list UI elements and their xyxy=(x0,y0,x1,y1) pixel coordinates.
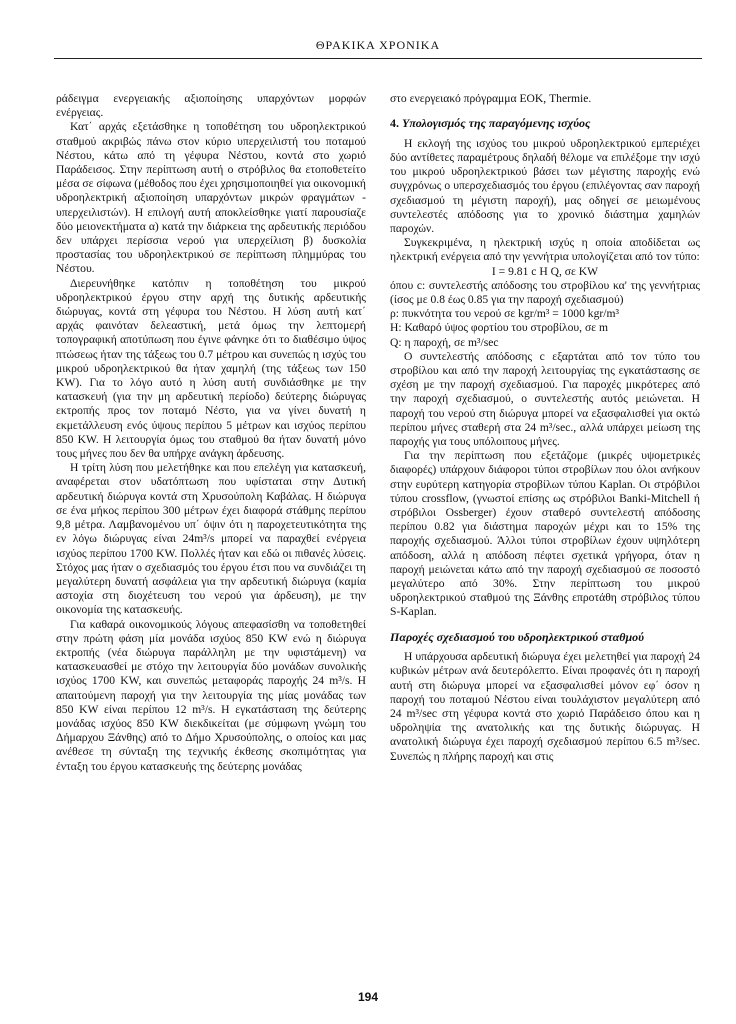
section-title: Υπολογισμός της παραγόμενης ισχύος xyxy=(402,116,591,131)
paragraph: Για την περίπτωση που εξετάζομε (μικρές υψομετρικές διαφορές) υπάρχουν διάφοροι τύποι στροβίλων που όλοι ανήκουν στην ευρύτερη κατηγορία στροβίλων τύπου Kaplan. Οι στρόβιλοι τύπου crossflow, (γνωστοί επίσης ως στρόβιλοι Banki-Mitchell ή στρόβιλοι Ossberger) έχουν σταθερό συντελεστή απόδοσης περίπου 0.82 για διάστημα παροχών μέχρι και το 15% της παροχής σχεδιασμού. Άλλοι τύποι στροβίλων έχουν υψηλότερη απόδοση, αλλά η απόδοση πέφτει σχετικά γρήγορα, όταν η παροχή μειώνεται κάτω από την παροχή σχεδιασμού σε ποσοστό μεγαλύτερο από 30%. Στην περίπτωση του μικρού υδροηλεκτρικού σταθμού της Ξάνθης επροτάθη στρόβιλος τύπου S-Kaplan. xyxy=(390,449,700,619)
right-column xyxy=(390,92,700,764)
definition: Q: η παροχή, σε m³/sec xyxy=(390,335,499,349)
definition: όπου c: συντελεστής απόδοσης του στροβίλου κα' της γεννήτριας (ίσος με 0.8 έως 0.85 για την παροχή σχεδιασμού) xyxy=(390,278,700,306)
section-heading xyxy=(390,116,700,131)
page-number: 194 xyxy=(357,990,379,1004)
subsection-heading: Παροχές σχεδιασμού του υδροηλεκτρικού σταθμού xyxy=(390,629,645,644)
formula: I = 9.81 c H Q, σε KW xyxy=(491,264,599,278)
paragraph: Η τρίτη λύση που μελετήθηκε και που επελέγη για κατασκευή, αναφέρεται στον υδατόπτωση που υφίσταται στην Δυτική αρδευτική διώρυγα κοντά στη Χρυσούπολη Καβάλας. Η διώρυγα σε ένα μήκος περίπου 300 μέτρων έχει διαφορά στάθμης περίπου 9,8 μέτρα. Λαμβανομένου υπ΄ όψιν ότι η παροχετευτικότητα της εν λόγω διώρυγας είναι 24m³/s μπορεί να παραχθεί ενέργεια ισχύος περίπου 1700 KW. Πολλές ήταν και εδώ οι πιθανές λύσεις. Στόχος μας ήταν ο σχεδιασμός του έργου έτσι που να συνδιάζει τη μεγαλύτερη δυνατή ασφάλεια για την αρδευτική διώρυγα (καμία αστοχία στη διοχέτευση του νερού για άρδευση), με την οικονομία της κατασκευής. xyxy=(56,461,366,617)
paragraph: Ο συντελεστής απόδοσης c εξαρτάται από τον τύπο του στροβίλου και από την παροχή λειτουργίας της εγκατάστασης σε σχέση με την παροχή σχεδιασμού. Για παροχές μικρότερες από την παροχή σχεδιασμού, ο συντελεστής αυτός μειώνεται. Η παροχή του νερού στη διώρυγα μπορεί να εξασφαλισθεί για οκτώ περίπου μήνες σταθερή στα 24 m³/sec., αλλά υπάρχει μείωση της παροχής για τους υπόλοιπους μήνες. xyxy=(390,349,700,448)
running-header: ΘΡΑΚΙΚΑ ΧΡΟΝΙΚΑ xyxy=(315,38,441,52)
paragraph: Συγκεκριμένα, η ηλεκτρική ισχύς η οποία αποδίδεται ως ηλεκτρική ενέργεια από την γεννήτρια υπολογίζεται από τον τύπο: xyxy=(390,236,700,264)
paragraph: Για καθαρά οικονομικούς λόγους απεφασίσθη να τοποθετηθεί στην πρώτη φάση μία μονάδα ισχύος 850 KW ενώ η διώρυγα εκτροπής (νέα διώρυγα παράλληλη με την υφιστάμενη) να κατασκευασθεί με στόχο την λειτουργία δύο μονάδων συνολικής ισχύος 1700 KW, και συνεπώς μεταφοράς παροχής 24 m³/s. Η απαιτούμενη παροχή για την λειτουργία της μίας μονάδας των 850 KW είναι περίπου 12 m³/s. Η εγκατάσταση της δεύτερης μονάδας ισχύος 850 KW διεκδικείται (με σύμφωνη γνώμη του Δήμαρχου Ξάνθης) από το Δήμο Χρυσούπολης, ο οποίος και μας ανέθεσε τη σύνταξη της τεχνικής έκθεσης σκοπιμότητας για ένταξη του έργου κατασκευής της δεύτερης μονάδας xyxy=(56,617,366,773)
paragraph: Κατ΄ αρχάς εξετάσθηκε η τοποθέτηση του υδροηλεκτρικού σταθμού ακριβώς πάνω στον κύριο υπερχειλιστή του ποταμού Νέστου, κάτω από τη γέφυρα Νέστου, κοντά στο χωριό Παράδεισος. Στην περίπτωση αυτή ο στρόβιλος θα ετοποθετείτο μέσα σε σίφωνα (μέθοδος που έχει χρησιμοποιηθεί για οικονομική υδροηλεκτρική αξιοποίηση υπαρχόντων μικρών φραγμάτων - υπερχειλιστών). Η επιλογή αυτή αποκλείσθηκε γιατί παρουσίαζε δύο μειονεκτήματα α) κατά την διάρκεια της αρδευτικής περιόδου δεν υπάρχει περίσσια νερού για υπερχείλιση β) δυσκολία προστασίας του υδροηλεκτρικού σε περίπτωση πλημμύρας του Νέστου. xyxy=(56,120,366,276)
paragraph: Διερευνήθηκε κατόπιν η τοποθέτηση του μικρού υδροηλεκτρικού έργου στην αρχή της δυτικής αρδευτικής διώρυγας, κοντά στη γέφυρα του Νέστου. Η λύση αυτή κατ΄ αρχάς φαινόταν δελεαστική, μετά όμως την λεπτομερή τοπογραφική αποτύπωση που έγινε φάνηκε ότι το διαθέσιμο ύψος πτώσεως ήταν της τάξεως του 0.7 μέτρου και συνεπώς η ισχύς του μικρού υδροηλεκτρικού θα ήταν χαμηλή (της τάξεως των 150 KW). Για το λόγο αυτό η λύση αυτή συνδιάσθηκε με την κατασκευή (για την μη αρδευτική περίοδο) δεύτερης διώρυγας εκτροπής προς τον ποταμό Νέστο, για να γίνει δυνατή η εκμετάλλευση ενός ύψους περίπου 5 μέτρων και ισχύος περίπου 850 KW. Η λειτουργία όμως του σταθμού θα ήταν δυνατή μόνο τους μήνες που δεν θα υπήρχε ανάγκη άρδευσης. xyxy=(56,276,366,461)
paragraph: στο ενεργειακό πρόγραμμα ΕΟΚ, Thermie. xyxy=(390,92,592,105)
paragraph: Η εκλογή της ισχύος του μικρού υδροηλεκτρικού εμπεριέχει δύο αντίθετες παραμέτρους δηλαδή θέλομε να επιλέξομε την ισχύ του μικρού υδροηλεκτρικού βάσει των μέγιστης παροχής ενώ συγχρόνως ο υπερσχεδιασμός του έργου (επιλέγοντας σαν παροχή σχεδιασμού τη μέγιστη παροχή), μας οδηγεί σε μειωμένους συντελεστές απόδοσης για το χρονικό διάστημα χαμηλών παροχών. xyxy=(390,136,700,235)
header-rule xyxy=(54,58,702,59)
section-number: 4. xyxy=(390,116,399,131)
paragraph: ράδειγμα ενεργειακής αξιοποίησης υπαρχόντων μορφών ενέργειας. xyxy=(56,92,366,120)
paragraph: Η υπάρχουσα αρδευτική διώρυγα έχει μελετηθεί για παροχή 24 κυβικών μέτρων ανά δευτερόλεπτο. Είναι προφανές ότι η παροχή αυτή στη διώρυγα μπορεί να εξασφαλισθεί μόνον εφ΄ όσον η παροχή του ποταμού Νέστου είναι τουλάχιστον μεγαλύτερη από 24 m³/sec στη γέφυρα κοντά στο χωριό Παράδεισο όπου και η υδροληψία της ανατολικής και της δυτικής διώρυγας. Η ανατολική διώρυγα έχει παροχή σχεδιασμού περίπου 6.5 m³/sec. Συνεπώς η πλήρης παροχή και στις xyxy=(390,650,700,763)
definition: H: Καθαρό ύψος φορτίου του στροβίλου, σε m xyxy=(390,321,608,335)
definition: ρ: πυκνότητα του νερού σε kgr/m³ = 1000 kgr/m³ xyxy=(390,307,619,321)
left-column xyxy=(56,92,366,774)
